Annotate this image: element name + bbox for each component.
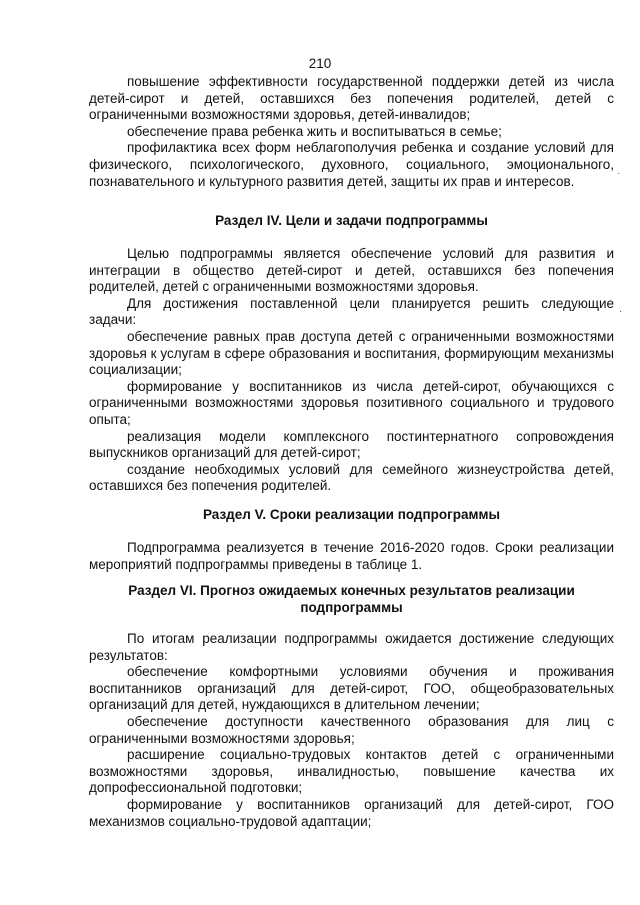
- paragraph: обеспечение комфортными условиями обучения и проживания воспитанников организаций для детей-сирот, ГОО, общеобразовательных организаций для детей, нуждающихся в длительном лечении;: [89, 664, 614, 713]
- section-5-heading: Раздел V. Сроки реализации подпрограммы: [202, 507, 501, 522]
- section-4-body: [89, 246, 614, 495]
- paragraph: обеспечение равных прав доступа детей с ограниченными возможностями здоровья к услугам в сфере образования и воспитания, формирующим механизмы социализации;: [89, 328, 614, 378]
- section-6-heading-line2: подпрограммы: [300, 599, 403, 615]
- section-6-body: [89, 631, 614, 830]
- paragraph: обеспечение доступности качественного образования для лиц с ограниченными возможностями здоровья;: [89, 713, 614, 746]
- scan-mark: ·: [617, 168, 621, 179]
- section-4-heading: Раздел IV. Цели и задачи подпрограммы: [215, 213, 488, 228]
- section-6-heading: [89, 583, 614, 616]
- paragraph: создание необходимых условий для семейного жизнеустройства детей, оставшихся без попечения родителей.: [89, 461, 614, 494]
- paragraph: Для достижения поставленной цели планируется решить следующие задачи:: [89, 295, 614, 328]
- intro-item: повышение эффективности государственной поддержки детей из числа детей-сирот и детей, оставшихся без попечения родителей, детей с ограниченными возможностями здоровья, детей-инвалидов;: [89, 74, 614, 123]
- paragraph: Целью подпрограммы является обеспечение условий для развития и интеграции в общество детей-сирот и детей, оставшихся без попечения родителей, детей с ограниченными возможностями здоровья.: [89, 246, 614, 295]
- paragraph: Подпрограмма реализуется в течение 2016-2020 годов. Сроки реализации мероприятий подпрограммы приведены в таблице 1.: [89, 540, 614, 572]
- scan-mark: ·: [619, 306, 623, 317]
- intro-item: обеспечение права ребенка жить и воспитываться в семье;: [127, 123, 502, 139]
- page-number: 210: [308, 56, 332, 71]
- paragraph: формирование у воспитанников из числа детей-сирот, обучающихся с ограниченными возможностями здоровья позитивного социального и трудового опыта;: [89, 378, 614, 427]
- paragraph: По итогам реализации подпрограммы ожидается достижение следующих результатов:: [89, 631, 614, 663]
- paragraph: реализация модели комплексного постинтернатного сопровождения выпускников организаций для детей-сирот;: [89, 428, 614, 461]
- intro-item: профилактика всех форм неблагополучия ребенка и создание условий для физического, психологического, духовного, социального, эмоционального, познавательного и культурного развития детей, защиты их прав и интересов.: [89, 140, 614, 189]
- paragraph: расширение социально-трудовых контактов детей с ограниченными возможностями здоровья, инвалидностью, повышение качества их допрофессиональной подготовки;: [89, 747, 614, 796]
- section-6-heading-line1: Раздел VI. Прогноз ожидаемых конечных результатов реализации: [128, 583, 575, 598]
- section-5-body: [89, 540, 614, 573]
- paragraph: формирование у воспитанников организаций для детей-сирот, ГОО механизмов социально-трудовой адаптации;: [89, 796, 614, 829]
- intro-block: [89, 74, 614, 190]
